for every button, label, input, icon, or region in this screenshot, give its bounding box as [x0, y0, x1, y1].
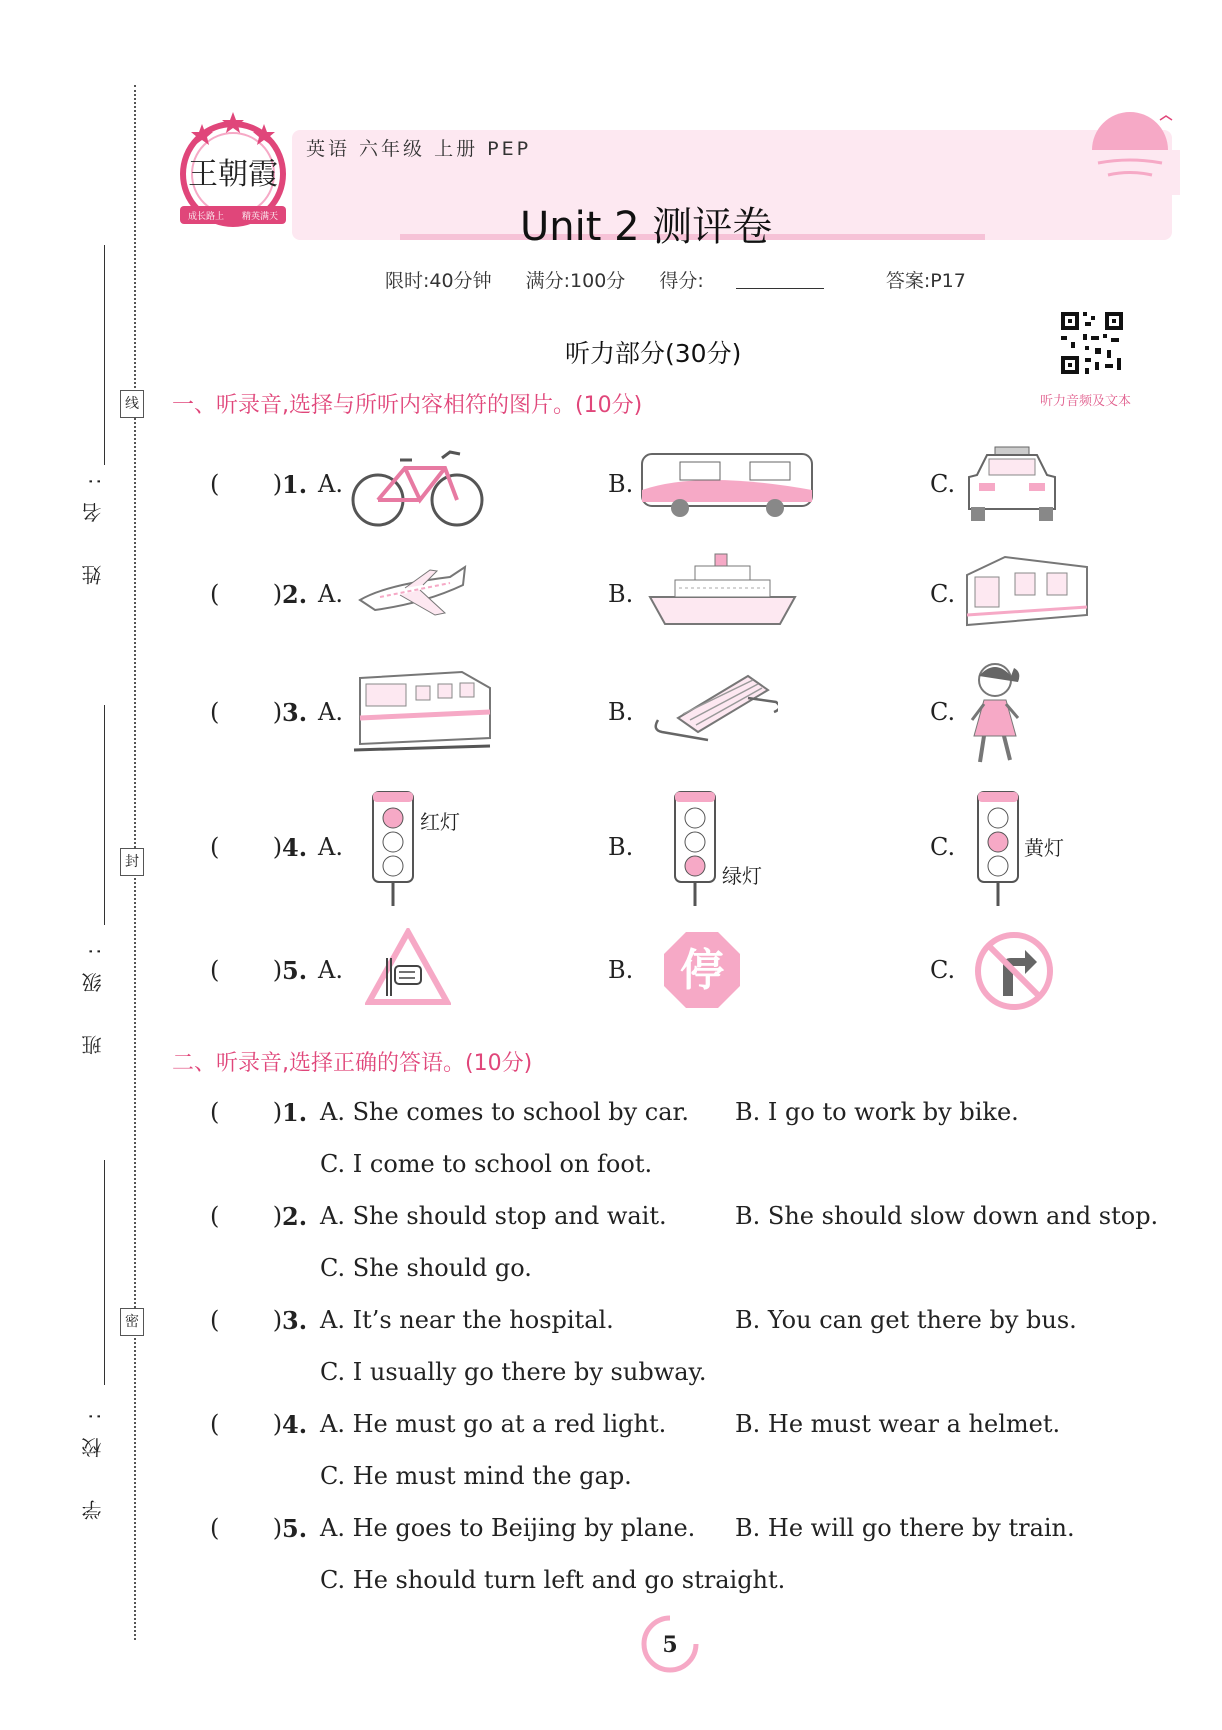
- brand-name: 王朝霞: [188, 157, 278, 192]
- option-b-label: B.: [608, 956, 634, 984]
- option-b-label: B.: [608, 833, 634, 861]
- answer-paren[interactable]: ( ): [210, 470, 283, 498]
- subway-train-icon: [965, 555, 1090, 630]
- question-number: 2.: [282, 1202, 308, 1231]
- red-light-label: 红灯: [420, 810, 460, 834]
- answer-option-a: A. She should stop and wait.: [320, 1202, 667, 1230]
- ship-icon: [645, 552, 800, 632]
- name-label: 姓 名:: [81, 460, 105, 586]
- option-b-label: B.: [608, 470, 634, 498]
- class-label: 班 级:: [81, 930, 105, 1056]
- no-right-turn-icon: [973, 930, 1055, 1012]
- answer-option-b: B. You can get there by bus.: [735, 1306, 1077, 1334]
- answer-ref: 答案:P17: [885, 270, 966, 292]
- answer-paren[interactable]: ( ): [210, 580, 283, 608]
- subject-line: 英语 六年级 上册 PEP: [306, 138, 532, 160]
- mind-your-hand-warning-icon: [365, 928, 451, 1008]
- option-a-label: A.: [318, 580, 343, 608]
- green-light-label: 绿灯: [722, 864, 762, 888]
- option-b-label: B.: [608, 580, 634, 608]
- score-label: 得分:: [659, 270, 704, 292]
- answer-option-a: A. He goes to Beijing by plane.: [320, 1514, 696, 1542]
- option-a-label: A.: [318, 470, 343, 498]
- traffic-light-yellow-icon: [975, 790, 1021, 908]
- answer-paren[interactable]: ( ): [210, 956, 283, 984]
- score-field: [659, 270, 851, 292]
- school-label: 学 校:: [81, 1395, 105, 1521]
- train-icon: [352, 668, 492, 756]
- stop-sign-icon: [662, 930, 742, 1010]
- option-c-label: C.: [930, 470, 956, 498]
- exam-info: [385, 266, 994, 293]
- class-field[interactable]: [104, 705, 105, 925]
- answer-option-b: B. He must wear a helmet.: [735, 1410, 1061, 1438]
- bus-icon: [640, 450, 815, 520]
- sled-icon: [648, 668, 778, 748]
- qr-caption: 听力音频及文本: [1040, 394, 1132, 409]
- question-number: 1.: [282, 470, 308, 499]
- page-number: 5: [662, 1632, 678, 1658]
- name-field[interactable]: [104, 245, 105, 465]
- answer-option-c: C. He must mind the gap.: [320, 1462, 632, 1490]
- question-number: 2.: [282, 580, 308, 609]
- question-number: 5.: [282, 956, 308, 985]
- option-a-label: A.: [318, 698, 343, 726]
- time-limit: 限时:40分钟: [385, 270, 492, 292]
- option-c-label: C.: [930, 698, 956, 726]
- qr-code-icon[interactable]: [1057, 308, 1127, 378]
- traffic-light-green-icon: [672, 790, 718, 908]
- bicycle-icon: [350, 440, 485, 530]
- sunset-icon: [1080, 105, 1180, 195]
- score-blank[interactable]: [736, 270, 824, 289]
- option-a-label: A.: [318, 833, 343, 861]
- answer-option-b: B. I go to work by bike.: [735, 1098, 1019, 1126]
- binding-sheet-label: 密: [120, 1308, 144, 1336]
- binding-line-label: 线: [120, 390, 144, 418]
- answer-paren[interactable]: ( ): [210, 1306, 283, 1334]
- traffic-light-red-icon: [370, 790, 416, 908]
- question-number: 4.: [282, 833, 308, 862]
- answer-option-a: A. It’s near the hospital.: [320, 1306, 614, 1334]
- answer-option-c: C. He should turn left and go straight.: [320, 1566, 786, 1594]
- option-b-label: B.: [608, 698, 634, 726]
- answer-option-b: B. She should slow down and stop.: [735, 1202, 1159, 1230]
- answer-paren[interactable]: ( ): [210, 833, 283, 861]
- question-number: 1.: [282, 1098, 308, 1127]
- school-field[interactable]: [104, 1160, 105, 1385]
- question-number: 3.: [282, 698, 308, 727]
- stop-sign-text: 停: [680, 945, 724, 996]
- answer-paren[interactable]: ( ): [210, 1202, 283, 1230]
- logo-tag-2: 精英满天: [241, 212, 279, 222]
- question-number: 3.: [282, 1306, 308, 1335]
- page-title: Unit 2 测评卷: [520, 204, 773, 250]
- answer-option-c: C. She should go.: [320, 1254, 532, 1282]
- answer-paren[interactable]: ( ): [210, 1410, 283, 1438]
- option-c-label: C.: [930, 580, 956, 608]
- walking-girl-icon: [962, 658, 1032, 768]
- taxi-icon: [965, 445, 1060, 525]
- answer-paren[interactable]: ( ): [210, 698, 283, 726]
- listening-part-title: 听力部分(30分): [565, 339, 742, 368]
- option-c-label: C.: [930, 956, 956, 984]
- answer-option-c: C. I usually go there by subway.: [320, 1358, 707, 1386]
- logo-tag-1: 成长路上: [187, 212, 225, 222]
- answer-option-b: B. He will go there by train.: [735, 1514, 1075, 1542]
- answer-option-a: A. He must go at a red light.: [320, 1410, 667, 1438]
- full-score: 满分:100分: [525, 270, 626, 292]
- question-number: 4.: [282, 1410, 308, 1439]
- answer-option-a: A. She comes to school by car.: [320, 1098, 690, 1126]
- answer-paren[interactable]: ( ): [210, 1098, 283, 1126]
- binding-seal-label: 封: [120, 848, 144, 876]
- option-a-label: A.: [318, 956, 343, 984]
- answer-option-c: C. I come to school on foot.: [320, 1150, 653, 1178]
- plane-icon: [355, 555, 470, 625]
- section1-title: 一、听录音,选择与所听内容相符的图片。(10分): [172, 393, 643, 418]
- question-number: 5.: [282, 1514, 308, 1543]
- option-c-label: C.: [930, 833, 956, 861]
- yellow-light-label: 黄灯: [1024, 836, 1064, 860]
- brand-logo: [172, 108, 294, 230]
- answer-paren[interactable]: ( ): [210, 1514, 283, 1542]
- section2-title: 二、听录音,选择正确的答语。(10分): [172, 1051, 533, 1076]
